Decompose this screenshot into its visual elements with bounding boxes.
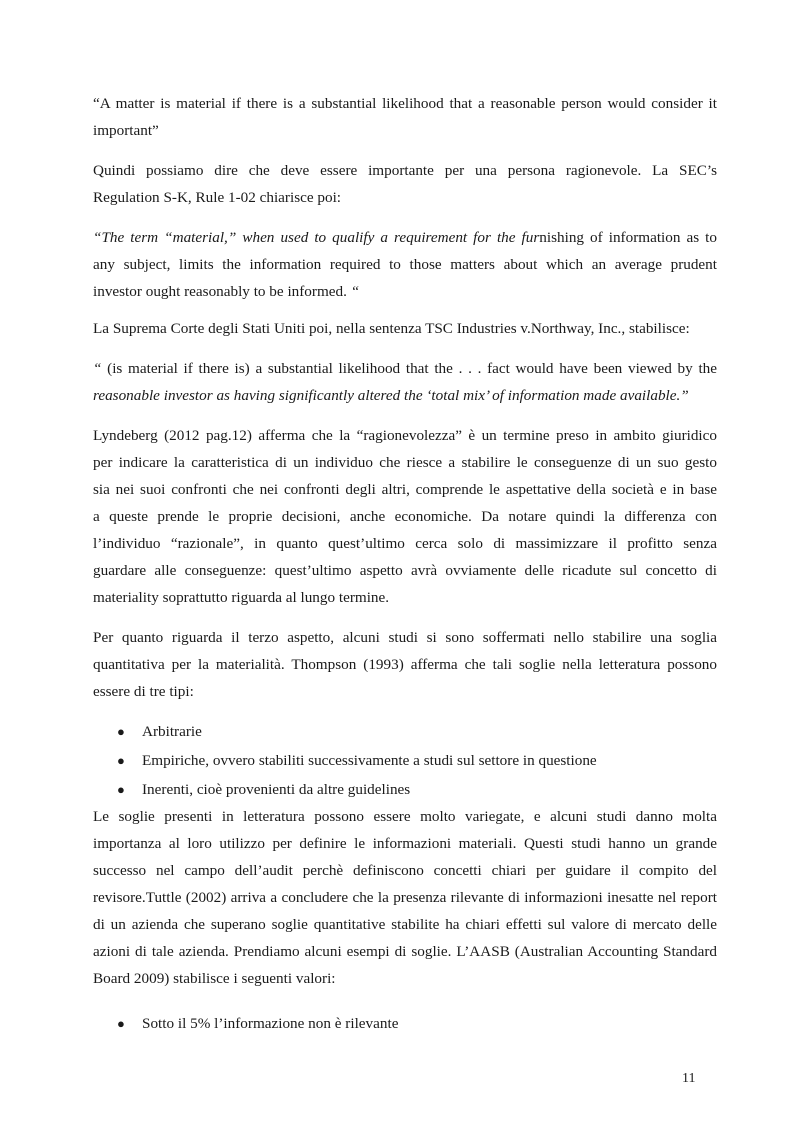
paragraph-lyndeberg: Lyndeberg (2012 pag.12) afferma che la “ragionevolezza” è un termine preso in ambito giuridico per indicare la caratteristica di un individuo che riesce a stabilire le conseguenze di un suo gesto sia nei suoi confronti che nei confronti degli altri, comprende le aspettative della società e in base a queste prende le proprie decisioni, anche economiche. Da notare quindi la differenza con l’individuo “razionale”, in quanto quest’ultimo cerca solo di massimizzare il profitto senza guardare alle conseguenze: quest’ultimo aspetto avrà ovviamente delle ricadute sul concetto di materiality soprattutto riguarda al lungo termine. [93,427,717,606]
bullet-icon: ● [117,1016,125,1031]
bullet-icon: ● [117,782,125,797]
quote-materiality: “A matter is material if there is a substantial likelihood that a reasonable person would consider it important” [93,95,717,139]
paragraph-soglie: Le soglie presenti in letteratura possono essere molto variegate, e alcuni studi danno molta importanza al loro utilizzo per definire le informazioni materiali. Questi studi hanno un grande successo nel campo dell’audit perchè definiscono concetti chiari per guidare il compito del revisore.Tuttle (2002) arriva a concludere che la presenza rilevante di informazioni inesatte nel report di un azienda che superano soglie quantitative stabilite ha chiari effetti sul valore di mercato delle azioni di tale azienda. Prendiamo alcuni esempi di soglie. L’AASB (Australian Accounting Standard Board 2009) stabilisce i seguenti valori: [93,808,717,987]
bullet-icon: ● [117,753,125,768]
paragraph-sec: Quindi possiamo dire che deve essere importante per una persona ragionevole. La SEC’s Regulation S-K, Rule 1-02 chiarisce poi: [93,162,717,206]
document-page: “A matter is material if there is a substantial likelihood that a reasonable person would consider it important” Quindi possiamo dire che deve essere importante per una persona ragionevole. La SEC’s Regulation S-K, Rule 1-02 chiarisce poi: “The term “material,” when used to qualify a requirement for the furnishing of information as to any subject, limits the information required to those matters about which an average prudent investor ought reasonably to be informed. “ La Suprema Corte degli Stati Uniti poi, nella sentenza TSC Industries v.Northway, Inc., stabilisce: “ (is material if there is) a substantial likelihood that the . . . fact would have been viewed by the reasonable investor as having significantly altered the ‘total mix’ of information made available.” Lyndeberg (2012 pag.12) afferma che la “ragionevolezza” è un termine preso in ambito giuridico per indicare la caratteristica di un individuo che riesce a stabilire le conseguenze di un suo gesto sia nei suoi confronti che nei confronti degli altri, comprende le aspettative della società e in base a queste prende le proprie decisioni, anche economiche. Da notare quindi la differenza con l’individuo “razionale”, in quanto quest’ultimo cerca solo di massimizzare il profitto senza guardare alle conseguenze: quest’ultimo aspetto avrà ovviamente delle ricadute sul concetto di materiality soprattutto riguarda al lungo termine. Per quanto riguarda il terzo aspetto, alcuni studi si sono soffermati nello stabilire una soglia quantitativa per la materialità. Thompson (1993) afferma che tali soglie nella letteratura possono essere di tre tipi: ● Arbitrarie ● Empiriche, ovvero stabiliti successivamente a studi sul settore in questione ● Inerenti, cioè provenienti da altre guidelines Le soglie presenti in letteratura possono essere molto variegate, e alcuni studi danno molta importanza al loro utilizzo per definire le informazioni materiali. Questi studi hanno un grande successo nel campo dell’audit perchè definiscono concetti chiari per guidare il compito del revisore.Tuttle (2002) arriva a concludere che la presenza rilevante di informazioni inesatte nel report di un azienda che superano soglie quantitative stabilite ha chiari effetti sul valore di mercato delle azioni di tale azienda. Prendiamo alcuni esempi di soglie. L’AASB (Australian Accounting Standard Board 2009) stabilisce i seguenti valori: ● Sotto il 5% l’informazione non è rilevante 11 [0,0,794,1123]
quote-tsc: “ (is material if there is) a substantial likelihood that the . . . fact would have been viewed by the reasonable investor as having significantly altered the ‘total mix’ of information made available.” [93,360,717,404]
paragraph-thompson: Per quanto riguarda il terzo aspetto, alcuni studi si sono soffermati nello stabilire una soglia quantitativa per la materialità. Thompson (1993) afferma che tali soglie nella letteratura possono essere di tre tipi: [93,629,717,700]
paragraph-supreme-court: La Suprema Corte degli Stati Uniti poi, nella sentenza TSC Industries v.Northway, Inc., stabilisce: [93,320,690,337]
page-number: 11 [682,1071,696,1086]
quote-sec-rule: “The term “material,” when used to qualify a requirement for the furnishing of information as to any subject, limits the information required to those matters about which an average prudent investor ought reasonably to be informed. “ [93,229,717,300]
bullet-icon: ● [117,724,125,739]
